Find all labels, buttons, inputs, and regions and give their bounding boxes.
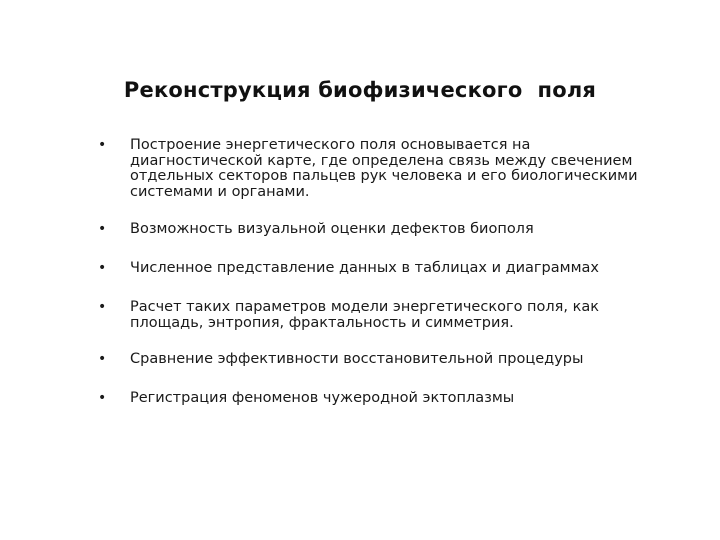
bullet-text: Возможность визуальной оценки дефектов биополя [130, 221, 534, 237]
bullet-text: Численное представление данных в таблицах и диаграммах [130, 260, 599, 276]
slide-title: Реконструкция биофизического поля [123, 78, 597, 102]
bullet-icon: • [98, 390, 107, 406]
bullet-icon: • [98, 260, 107, 276]
bullet-text: Регистрация феноменов чужеродной эктоплазмы [130, 390, 515, 406]
bullet-text: Расчет таких параметров модели энергетического поля, как площадь, энтропия, фрактальность и симметрия. [130, 299, 600, 331]
bullet-text: Построение энергетического поля основывается на диагностической карте, где определена связь между свечением отдельных секторов пальцев рук человека и его биологическими системами и органами. [130, 137, 638, 200]
bullet-text: Сравнение эффективности восстановительной процедуры [130, 351, 584, 367]
bullet-icon: • [98, 351, 107, 367]
bullet-icon: • [98, 137, 107, 153]
bullet-icon: • [98, 221, 107, 237]
bullet-icon: • [98, 299, 107, 315]
